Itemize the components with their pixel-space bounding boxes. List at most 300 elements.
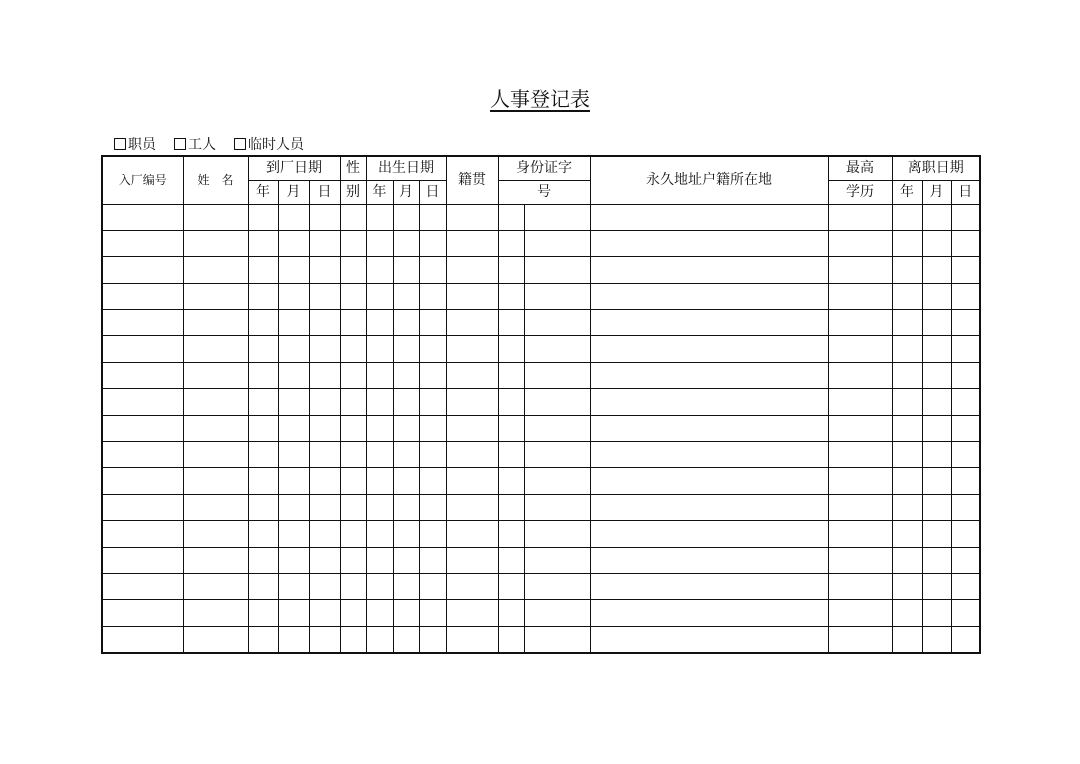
table-cell[interactable] bbox=[828, 283, 892, 309]
table-cell[interactable] bbox=[183, 362, 248, 388]
table-cell[interactable] bbox=[366, 415, 393, 441]
table-cell[interactable] bbox=[248, 415, 278, 441]
table-cell[interactable] bbox=[951, 442, 980, 468]
table-cell[interactable] bbox=[498, 442, 524, 468]
table-cell[interactable] bbox=[102, 310, 183, 336]
table-cell[interactable] bbox=[340, 573, 366, 599]
table-cell[interactable] bbox=[340, 362, 366, 388]
table-cell[interactable] bbox=[366, 336, 393, 362]
table-cell[interactable] bbox=[278, 521, 309, 547]
table-cell[interactable] bbox=[393, 547, 419, 573]
table-cell[interactable] bbox=[393, 442, 419, 468]
table-cell[interactable] bbox=[951, 257, 980, 283]
table-cell[interactable] bbox=[922, 442, 951, 468]
table-cell[interactable] bbox=[309, 521, 340, 547]
table-cell[interactable] bbox=[951, 521, 980, 547]
table-cell[interactable] bbox=[278, 626, 309, 652]
table-cell[interactable] bbox=[524, 415, 590, 441]
table-cell[interactable] bbox=[366, 362, 393, 388]
table-cell[interactable] bbox=[922, 547, 951, 573]
table-cell[interactable] bbox=[340, 204, 366, 230]
table-cell[interactable] bbox=[590, 389, 828, 415]
table-cell[interactable] bbox=[102, 362, 183, 388]
table-cell[interactable] bbox=[446, 547, 498, 573]
checkbox-icon[interactable] bbox=[234, 138, 246, 150]
table-cell[interactable] bbox=[590, 547, 828, 573]
table-cell[interactable] bbox=[446, 336, 498, 362]
table-cell[interactable] bbox=[498, 257, 524, 283]
table-cell[interactable] bbox=[419, 257, 446, 283]
table-cell[interactable] bbox=[183, 521, 248, 547]
table-cell[interactable] bbox=[498, 283, 524, 309]
table-cell[interactable] bbox=[393, 494, 419, 520]
table-cell[interactable] bbox=[309, 494, 340, 520]
table-cell[interactable] bbox=[951, 310, 980, 336]
table-cell[interactable] bbox=[309, 600, 340, 626]
table-cell[interactable] bbox=[828, 415, 892, 441]
table-cell[interactable] bbox=[922, 573, 951, 599]
table-cell[interactable] bbox=[102, 468, 183, 494]
table-cell[interactable] bbox=[498, 415, 524, 441]
table-cell[interactable] bbox=[248, 521, 278, 547]
table-cell[interactable] bbox=[309, 626, 340, 652]
table-cell[interactable] bbox=[892, 468, 922, 494]
table-cell[interactable] bbox=[366, 468, 393, 494]
table-cell[interactable] bbox=[102, 442, 183, 468]
table-cell[interactable] bbox=[393, 468, 419, 494]
table-cell[interactable] bbox=[340, 310, 366, 336]
table-cell[interactable] bbox=[340, 389, 366, 415]
table-cell[interactable] bbox=[278, 310, 309, 336]
table-cell[interactable] bbox=[446, 230, 498, 256]
table-cell[interactable] bbox=[340, 257, 366, 283]
checkbox-icon[interactable] bbox=[174, 138, 186, 150]
table-cell[interactable] bbox=[498, 468, 524, 494]
table-cell[interactable] bbox=[183, 442, 248, 468]
table-cell[interactable] bbox=[524, 336, 590, 362]
table-cell[interactable] bbox=[524, 468, 590, 494]
table-cell[interactable] bbox=[278, 283, 309, 309]
table-cell[interactable] bbox=[183, 230, 248, 256]
table-cell[interactable] bbox=[590, 521, 828, 547]
table-cell[interactable] bbox=[309, 204, 340, 230]
table-cell[interactable] bbox=[446, 442, 498, 468]
table-cell[interactable] bbox=[248, 389, 278, 415]
table-cell[interactable] bbox=[590, 442, 828, 468]
table-cell[interactable] bbox=[590, 230, 828, 256]
table-cell[interactable] bbox=[590, 283, 828, 309]
table-cell[interactable] bbox=[340, 547, 366, 573]
table-cell[interactable] bbox=[419, 310, 446, 336]
table-cell[interactable] bbox=[183, 547, 248, 573]
table-cell[interactable] bbox=[828, 230, 892, 256]
table-cell[interactable] bbox=[309, 573, 340, 599]
table-cell[interactable] bbox=[183, 283, 248, 309]
table-cell[interactable] bbox=[278, 336, 309, 362]
table-cell[interactable] bbox=[590, 600, 828, 626]
table-cell[interactable] bbox=[828, 573, 892, 599]
table-cell[interactable] bbox=[102, 494, 183, 520]
table-cell[interactable] bbox=[248, 310, 278, 336]
table-cell[interactable] bbox=[419, 626, 446, 652]
table-cell[interactable] bbox=[393, 389, 419, 415]
table-cell[interactable] bbox=[366, 521, 393, 547]
table-cell[interactable] bbox=[446, 521, 498, 547]
table-cell[interactable] bbox=[446, 468, 498, 494]
table-cell[interactable] bbox=[393, 600, 419, 626]
table-cell[interactable] bbox=[892, 336, 922, 362]
table-cell[interactable] bbox=[419, 494, 446, 520]
table-cell[interactable] bbox=[446, 573, 498, 599]
table-cell[interactable] bbox=[393, 415, 419, 441]
table-cell[interactable] bbox=[366, 389, 393, 415]
table-cell[interactable] bbox=[309, 230, 340, 256]
table-cell[interactable] bbox=[892, 389, 922, 415]
table-cell[interactable] bbox=[951, 468, 980, 494]
table-cell[interactable] bbox=[340, 521, 366, 547]
table-cell[interactable] bbox=[828, 468, 892, 494]
table-cell[interactable] bbox=[183, 494, 248, 520]
table-cell[interactable] bbox=[524, 257, 590, 283]
table-cell[interactable] bbox=[922, 389, 951, 415]
table-cell[interactable] bbox=[922, 468, 951, 494]
header-month: 月 bbox=[922, 180, 951, 204]
table-cell[interactable] bbox=[340, 468, 366, 494]
table-cell[interactable] bbox=[248, 257, 278, 283]
table-cell[interactable] bbox=[419, 521, 446, 547]
table-cell[interactable] bbox=[183, 389, 248, 415]
table-cell[interactable] bbox=[393, 336, 419, 362]
table-cell[interactable] bbox=[892, 626, 922, 652]
table-cell[interactable] bbox=[278, 600, 309, 626]
table-cell[interactable] bbox=[366, 442, 393, 468]
table-cell[interactable] bbox=[183, 310, 248, 336]
table-cell[interactable] bbox=[419, 204, 446, 230]
table-cell[interactable] bbox=[498, 547, 524, 573]
table-cell[interactable] bbox=[922, 283, 951, 309]
table-cell[interactable] bbox=[278, 257, 309, 283]
table-cell[interactable] bbox=[446, 415, 498, 441]
table-cell[interactable] bbox=[393, 230, 419, 256]
table-cell[interactable] bbox=[309, 415, 340, 441]
table-cell[interactable] bbox=[183, 336, 248, 362]
table-cell[interactable] bbox=[278, 573, 309, 599]
table-cell[interactable] bbox=[892, 362, 922, 388]
table-cell[interactable] bbox=[524, 230, 590, 256]
personnel-table bbox=[101, 155, 981, 654]
table-cell[interactable] bbox=[393, 310, 419, 336]
table-cell[interactable] bbox=[419, 389, 446, 415]
table-cell[interactable] bbox=[524, 389, 590, 415]
table-cell[interactable] bbox=[183, 415, 248, 441]
table-cell[interactable] bbox=[366, 494, 393, 520]
table-cell[interactable] bbox=[951, 230, 980, 256]
table-cell[interactable] bbox=[828, 521, 892, 547]
table-cell[interactable] bbox=[309, 442, 340, 468]
table-cell[interactable] bbox=[366, 204, 393, 230]
table-cell[interactable] bbox=[828, 442, 892, 468]
table-cell[interactable] bbox=[366, 310, 393, 336]
table-cell[interactable] bbox=[102, 230, 183, 256]
table-cell[interactable] bbox=[498, 573, 524, 599]
table-cell[interactable] bbox=[366, 283, 393, 309]
table-cell[interactable] bbox=[498, 626, 524, 652]
table-cell[interactable] bbox=[393, 521, 419, 547]
table-cell[interactable] bbox=[446, 600, 498, 626]
table-cell[interactable] bbox=[892, 573, 922, 599]
table-cell[interactable] bbox=[248, 626, 278, 652]
table-cell[interactable] bbox=[828, 547, 892, 573]
table-cell[interactable] bbox=[366, 230, 393, 256]
table-cell[interactable] bbox=[419, 442, 446, 468]
table-cell[interactable] bbox=[951, 283, 980, 309]
table-cell[interactable] bbox=[278, 442, 309, 468]
table-cell[interactable] bbox=[248, 442, 278, 468]
table-cell[interactable] bbox=[366, 257, 393, 283]
table-cell[interactable] bbox=[419, 547, 446, 573]
table-cell[interactable] bbox=[419, 283, 446, 309]
table-cell[interactable] bbox=[393, 204, 419, 230]
table-cell[interactable] bbox=[446, 626, 498, 652]
table-cell[interactable] bbox=[524, 204, 590, 230]
table-cell[interactable] bbox=[393, 626, 419, 652]
table-cell[interactable] bbox=[524, 494, 590, 520]
table-cell[interactable] bbox=[309, 283, 340, 309]
table-cell[interactable] bbox=[183, 468, 248, 494]
table-cell[interactable] bbox=[102, 283, 183, 309]
table-cell[interactable] bbox=[393, 283, 419, 309]
table-cell[interactable] bbox=[590, 204, 828, 230]
table-cell[interactable] bbox=[951, 626, 980, 652]
table-cell[interactable] bbox=[309, 468, 340, 494]
checkbox-worker[interactable]: 工人 bbox=[174, 134, 216, 154]
table-cell[interactable] bbox=[524, 362, 590, 388]
table-cell[interactable] bbox=[590, 310, 828, 336]
table-cell[interactable] bbox=[951, 362, 980, 388]
table-cell[interactable] bbox=[248, 283, 278, 309]
table-cell[interactable] bbox=[590, 573, 828, 599]
table-cell[interactable] bbox=[892, 600, 922, 626]
table-cell[interactable] bbox=[922, 310, 951, 336]
table-cell[interactable] bbox=[524, 547, 590, 573]
table-cell[interactable] bbox=[892, 283, 922, 309]
table-cell[interactable] bbox=[183, 600, 248, 626]
table-cell[interactable] bbox=[340, 442, 366, 468]
table-cell[interactable] bbox=[248, 600, 278, 626]
checkbox-staff[interactable]: 职员 bbox=[114, 134, 156, 154]
table-row bbox=[102, 573, 980, 599]
table-cell[interactable] bbox=[922, 230, 951, 256]
table-cell[interactable] bbox=[892, 494, 922, 520]
table-cell[interactable] bbox=[248, 547, 278, 573]
table-cell[interactable] bbox=[922, 257, 951, 283]
table-cell[interactable] bbox=[922, 362, 951, 388]
table-cell[interactable] bbox=[393, 573, 419, 599]
table-cell[interactable] bbox=[922, 415, 951, 441]
table-cell[interactable] bbox=[892, 310, 922, 336]
table-cell[interactable] bbox=[183, 573, 248, 599]
table-cell[interactable] bbox=[828, 389, 892, 415]
table-cell[interactable] bbox=[498, 310, 524, 336]
table-cell[interactable] bbox=[951, 494, 980, 520]
table-cell[interactable] bbox=[309, 336, 340, 362]
table-cell[interactable] bbox=[951, 204, 980, 230]
table-cell[interactable] bbox=[524, 626, 590, 652]
table-cell[interactable] bbox=[892, 257, 922, 283]
table-cell[interactable] bbox=[309, 389, 340, 415]
table-cell[interactable] bbox=[498, 362, 524, 388]
table-cell[interactable] bbox=[524, 283, 590, 309]
table-cell[interactable] bbox=[340, 626, 366, 652]
table-cell[interactable] bbox=[446, 204, 498, 230]
table-cell[interactable] bbox=[248, 362, 278, 388]
table-cell[interactable] bbox=[590, 362, 828, 388]
table-cell[interactable] bbox=[102, 389, 183, 415]
table-cell[interactable] bbox=[309, 310, 340, 336]
table-cell[interactable] bbox=[590, 415, 828, 441]
checkbox-icon[interactable] bbox=[114, 138, 126, 150]
table-row bbox=[102, 389, 980, 415]
table-cell[interactable] bbox=[393, 362, 419, 388]
table-cell[interactable] bbox=[366, 600, 393, 626]
table-cell[interactable] bbox=[446, 310, 498, 336]
table-cell[interactable] bbox=[922, 600, 951, 626]
table-cell[interactable] bbox=[892, 547, 922, 573]
table-cell[interactable] bbox=[498, 521, 524, 547]
table-cell[interactable] bbox=[524, 521, 590, 547]
table-cell[interactable] bbox=[183, 257, 248, 283]
table-cell[interactable] bbox=[446, 494, 498, 520]
table-cell[interactable] bbox=[366, 547, 393, 573]
table-cell[interactable] bbox=[951, 415, 980, 441]
table-cell[interactable] bbox=[828, 494, 892, 520]
table-cell[interactable] bbox=[309, 257, 340, 283]
table-cell[interactable] bbox=[828, 204, 892, 230]
table-cell[interactable] bbox=[498, 389, 524, 415]
header-id-number-2: 号 bbox=[498, 180, 590, 204]
table-cell[interactable] bbox=[951, 600, 980, 626]
table-cell[interactable] bbox=[892, 521, 922, 547]
table-cell[interactable] bbox=[524, 600, 590, 626]
table-cell[interactable] bbox=[590, 336, 828, 362]
table-cell[interactable] bbox=[248, 468, 278, 494]
table-cell[interactable] bbox=[419, 336, 446, 362]
table-cell[interactable] bbox=[892, 204, 922, 230]
table-cell[interactable] bbox=[892, 415, 922, 441]
table-cell[interactable] bbox=[828, 626, 892, 652]
table-cell[interactable] bbox=[590, 626, 828, 652]
table-cell[interactable] bbox=[590, 257, 828, 283]
table-cell[interactable] bbox=[278, 415, 309, 441]
table-cell[interactable] bbox=[498, 600, 524, 626]
table-cell[interactable] bbox=[419, 362, 446, 388]
table-cell[interactable] bbox=[498, 494, 524, 520]
table-cell[interactable] bbox=[828, 600, 892, 626]
table-cell[interactable] bbox=[248, 573, 278, 599]
table-cell[interactable] bbox=[951, 547, 980, 573]
table-cell[interactable] bbox=[446, 362, 498, 388]
table-cell[interactable] bbox=[419, 415, 446, 441]
table-cell[interactable] bbox=[590, 494, 828, 520]
table-cell[interactable] bbox=[419, 468, 446, 494]
table-cell[interactable] bbox=[340, 336, 366, 362]
table-cell[interactable] bbox=[419, 230, 446, 256]
table-cell[interactable] bbox=[102, 573, 183, 599]
table-cell[interactable] bbox=[393, 257, 419, 283]
table-cell[interactable] bbox=[828, 310, 892, 336]
table-cell[interactable] bbox=[183, 626, 248, 652]
table-cell[interactable] bbox=[102, 204, 183, 230]
table-cell[interactable] bbox=[183, 204, 248, 230]
table-cell[interactable] bbox=[102, 547, 183, 573]
table-cell[interactable] bbox=[951, 573, 980, 599]
table-cell[interactable] bbox=[278, 230, 309, 256]
table-cell[interactable] bbox=[278, 204, 309, 230]
table-cell[interactable] bbox=[102, 336, 183, 362]
table-cell[interactable] bbox=[828, 336, 892, 362]
table-cell[interactable] bbox=[922, 521, 951, 547]
table-cell[interactable] bbox=[248, 336, 278, 362]
table-cell[interactable] bbox=[340, 600, 366, 626]
table-cell[interactable] bbox=[446, 257, 498, 283]
table-cell[interactable] bbox=[278, 547, 309, 573]
table-cell[interactable] bbox=[498, 230, 524, 256]
table-cell[interactable] bbox=[102, 626, 183, 652]
table-cell[interactable] bbox=[340, 230, 366, 256]
table-cell[interactable] bbox=[922, 204, 951, 230]
table-cell[interactable] bbox=[446, 283, 498, 309]
table-cell[interactable] bbox=[951, 336, 980, 362]
table-cell[interactable] bbox=[419, 573, 446, 599]
table-cell[interactable] bbox=[524, 442, 590, 468]
table-cell[interactable] bbox=[446, 389, 498, 415]
table-cell[interactable] bbox=[309, 547, 340, 573]
table-cell[interactable] bbox=[309, 362, 340, 388]
table-cell[interactable] bbox=[892, 230, 922, 256]
table-cell[interactable] bbox=[248, 494, 278, 520]
table-cell[interactable] bbox=[278, 468, 309, 494]
table-cell[interactable] bbox=[366, 626, 393, 652]
table-cell[interactable] bbox=[922, 336, 951, 362]
table-cell[interactable] bbox=[524, 573, 590, 599]
table-cell[interactable] bbox=[498, 336, 524, 362]
table-cell[interactable] bbox=[922, 494, 951, 520]
table-cell[interactable] bbox=[248, 204, 278, 230]
table-cell[interactable] bbox=[524, 310, 590, 336]
table-cell[interactable] bbox=[102, 257, 183, 283]
table-cell[interactable] bbox=[102, 600, 183, 626]
table-cell[interactable] bbox=[278, 494, 309, 520]
table-cell[interactable] bbox=[278, 389, 309, 415]
table-cell[interactable] bbox=[828, 257, 892, 283]
table-cell[interactable] bbox=[951, 389, 980, 415]
checkbox-temporary[interactable]: 临时人员 bbox=[234, 134, 304, 154]
table-cell[interactable] bbox=[102, 415, 183, 441]
table-cell[interactable] bbox=[828, 362, 892, 388]
table-cell[interactable] bbox=[248, 230, 278, 256]
table-cell[interactable] bbox=[590, 468, 828, 494]
table-cell[interactable] bbox=[340, 415, 366, 441]
table-cell[interactable] bbox=[419, 600, 446, 626]
table-cell[interactable] bbox=[340, 283, 366, 309]
table-cell[interactable] bbox=[892, 442, 922, 468]
table-cell[interactable] bbox=[498, 204, 524, 230]
table-cell[interactable] bbox=[340, 494, 366, 520]
table-cell[interactable] bbox=[102, 521, 183, 547]
table-cell[interactable] bbox=[278, 362, 309, 388]
table-cell[interactable] bbox=[922, 626, 951, 652]
table-cell[interactable] bbox=[366, 573, 393, 599]
